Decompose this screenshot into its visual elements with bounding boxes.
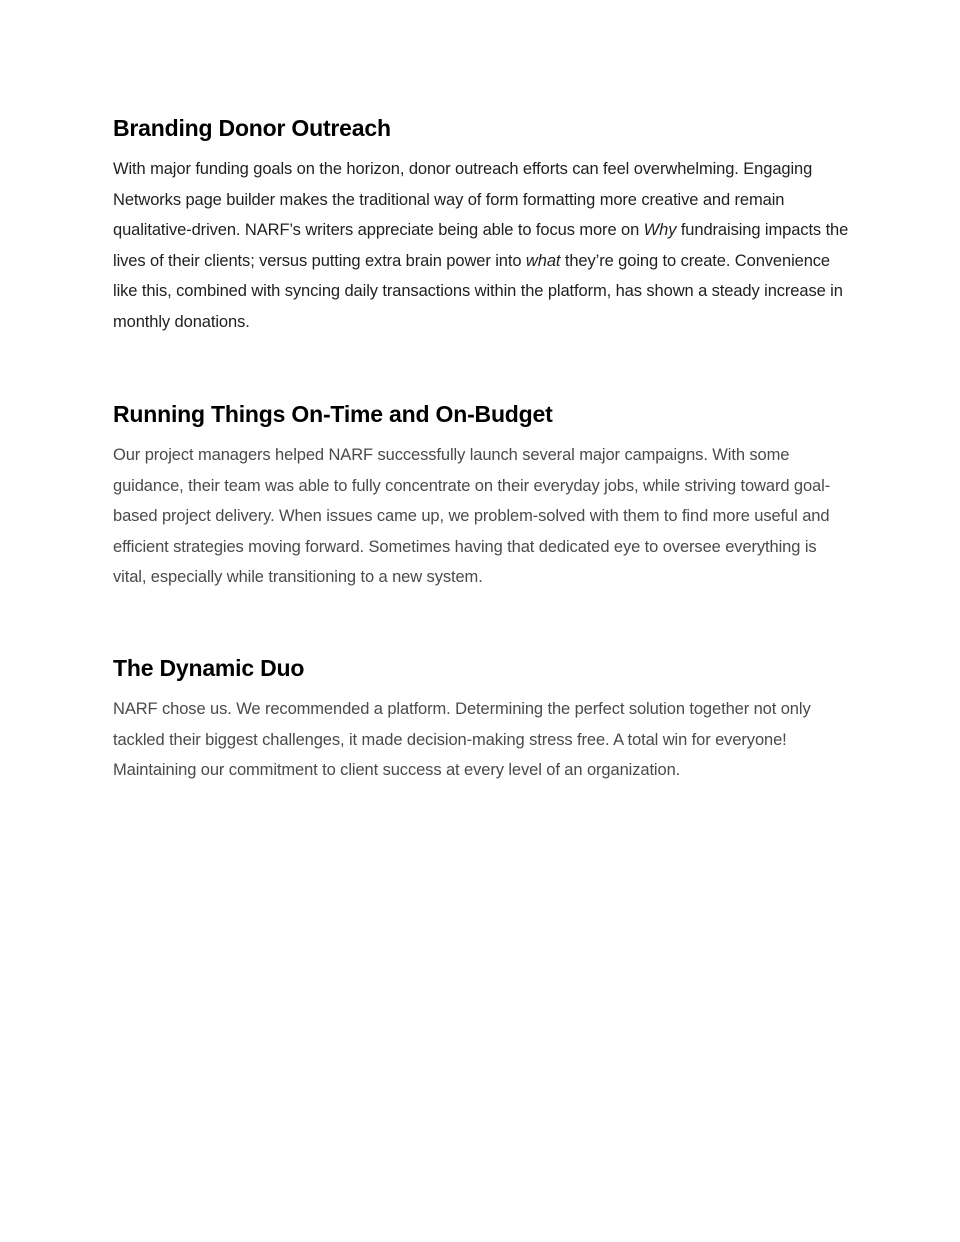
body-text-part: fundraising impacts the lives of their clients; versus putting extra brain power into [113,221,849,270]
section-branding-donor-outreach [113,112,853,337]
body-text-part: With major funding goals on the horizon, donor outreach efforts can feel overwhelming. Engaging Networks page builder makes the traditional way of form formatting more creative and remain qualitative-driven. NARF’s writers appreciate being able to focus more on [113,160,813,239]
section-heading: Running Things On-Time and On-Budget [113,401,553,427]
section-body: NARF chose us. We recommended a platform. Determining the perfect solution together not only tackled their biggest challenges, it made decision-making stress free. A total win for everyone! Maintaining our commitment to client success at every level of an organization. [113,700,811,779]
section-heading: The Dynamic Duo [113,655,305,681]
emphasis-text: Why [643,221,677,239]
section-heading: Branding Donor Outreach [113,115,391,141]
body-text-part: they’re going to create. Convenience like this, combined with syncing daily transactions within the platform, has shown a steady increase in monthly donations. [113,251,843,331]
emphasis-text: what [525,251,561,270]
section-dynamic-duo [113,652,853,786]
section-body: Our project managers helped NARF successfully launch several major campaigns. With some guidance, their team was able to fully concentrate on their everyday jobs, while striving toward goal-based project delivery. When issues came up, we problem-solved with them to find more useful and efficient strategies moving forward. Sometimes having that dedicated eye to oversee everything is vital, especially while transitioning to a new system. [113,446,831,586]
section-running-things [113,398,853,593]
section-body [113,154,853,337]
